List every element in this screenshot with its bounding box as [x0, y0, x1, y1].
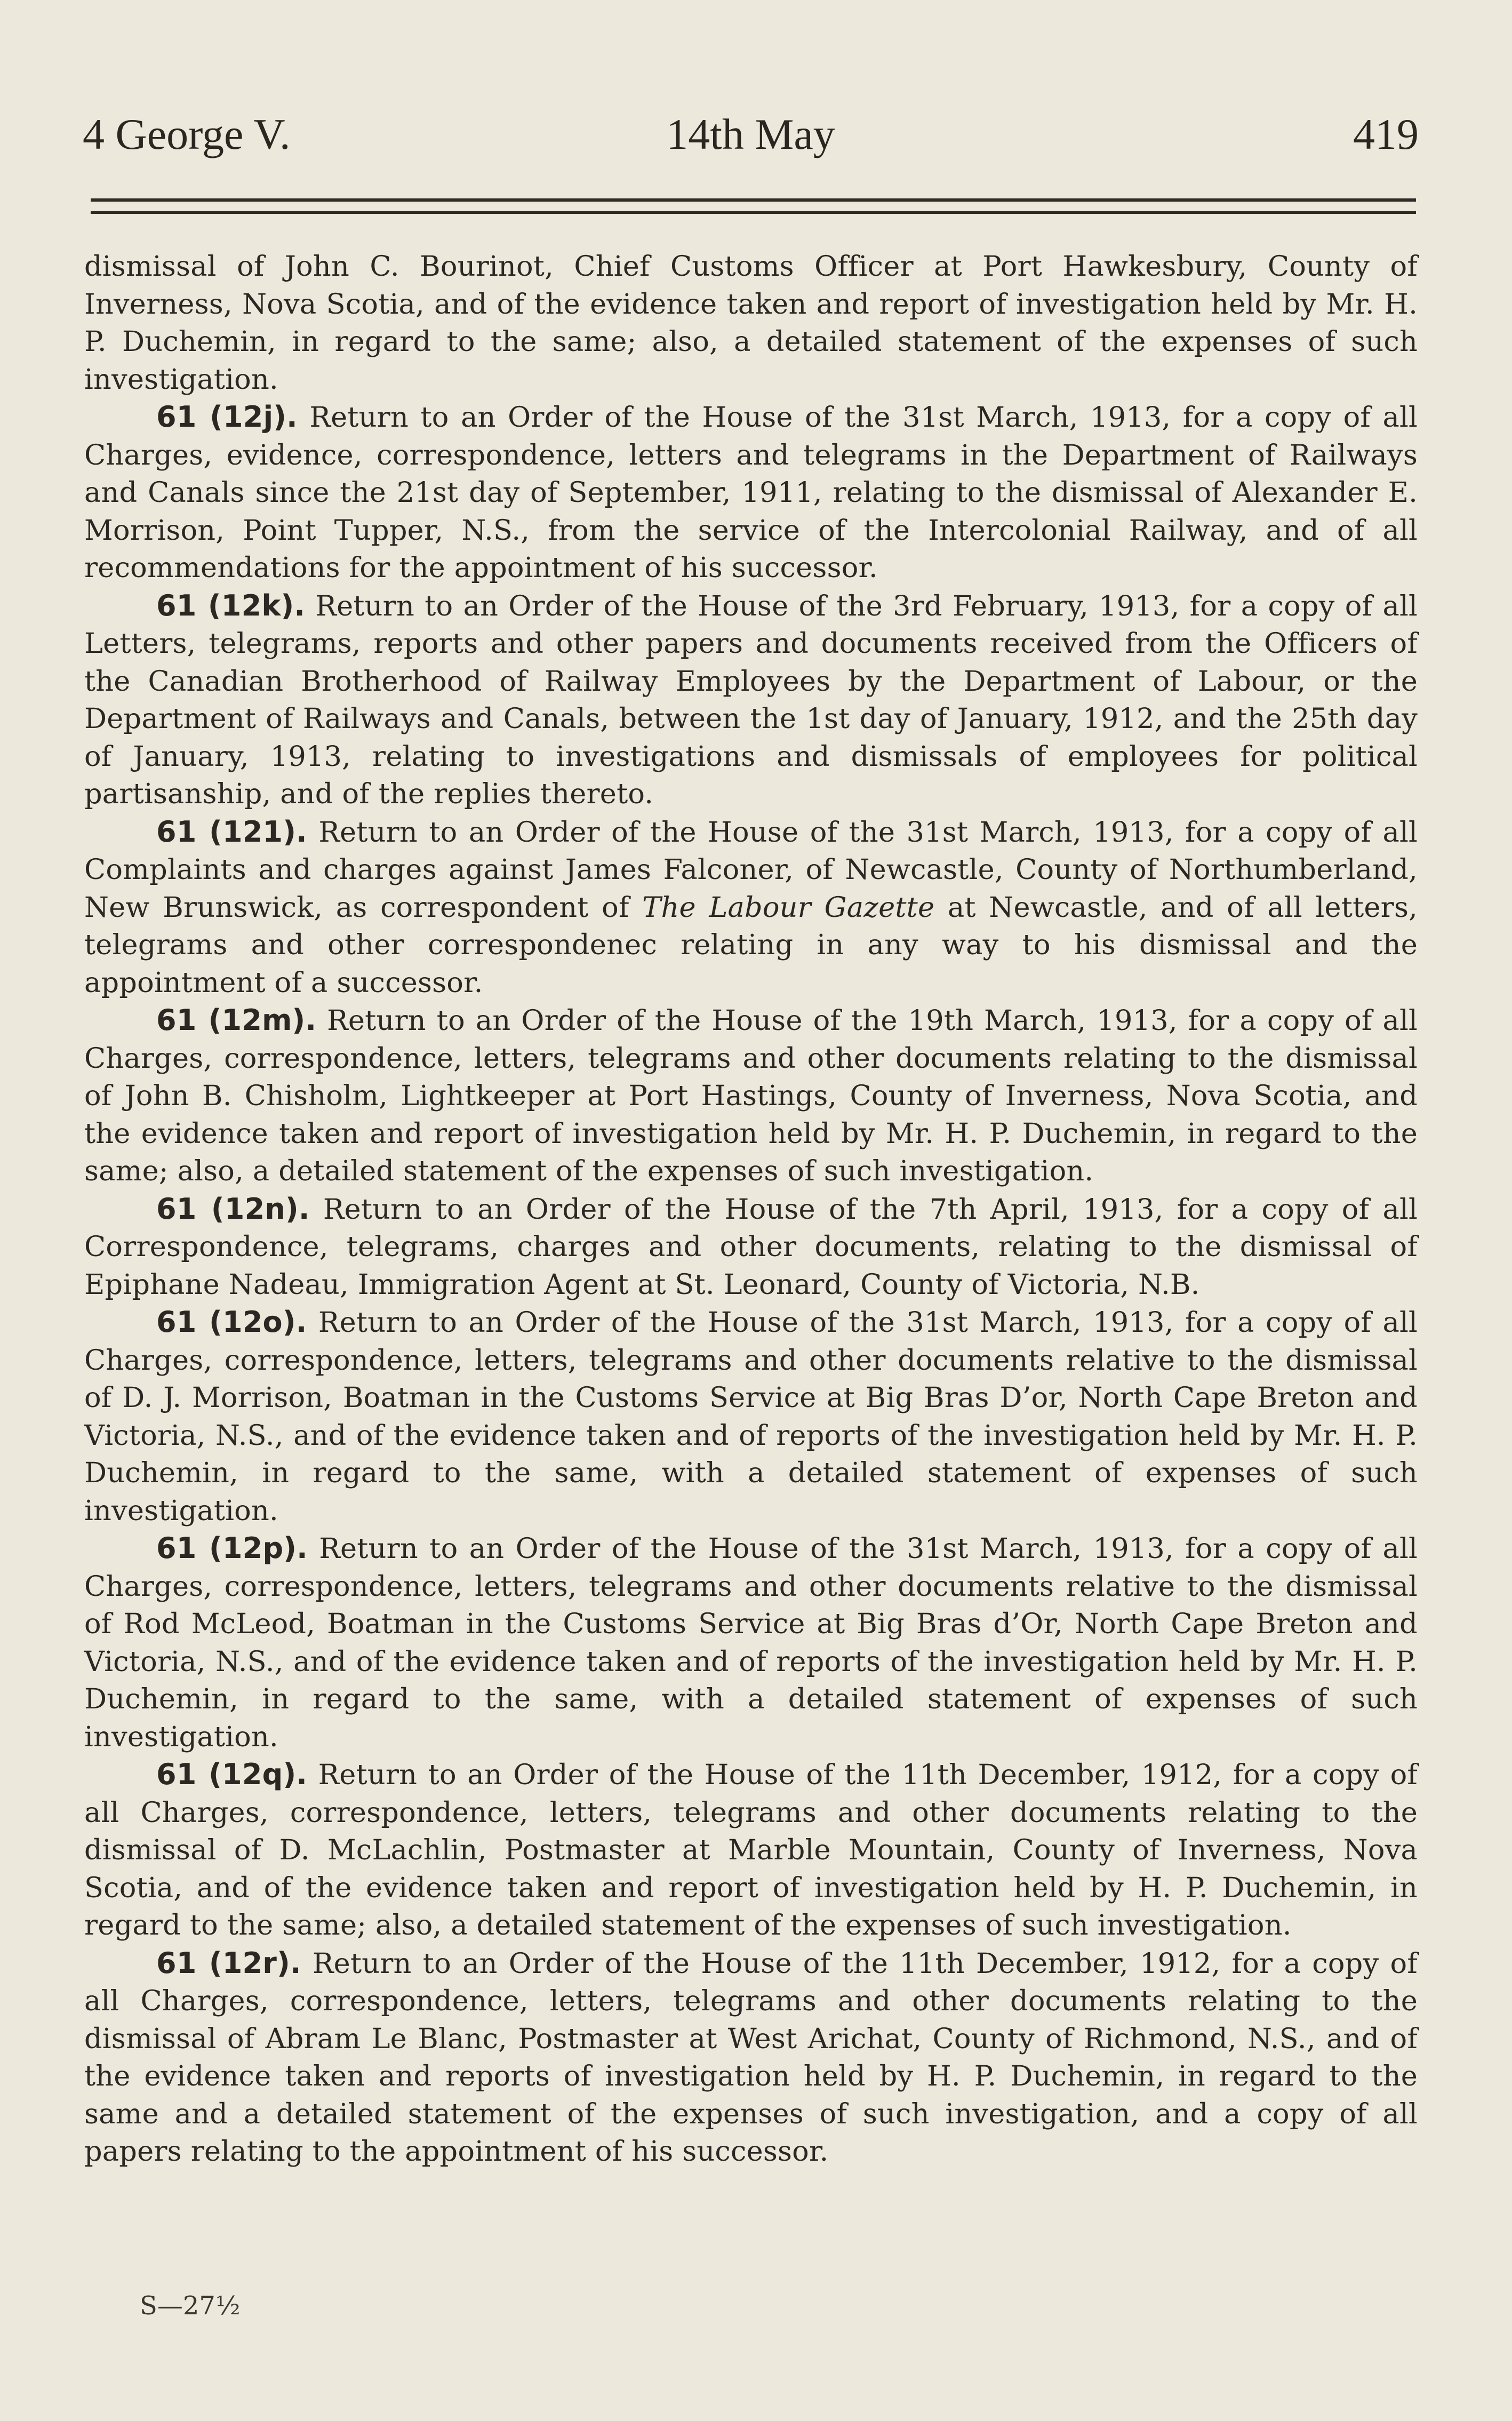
sessional-papers-list	[84, 248, 1418, 2171]
entry-text: Return to an Order of the House of the 31st March, 1913, for a copy of all Charges, evidence, correspondence, letters and telegrams in the Department of Railways and Canals since the 21st day of September, 1911, relating to the dismissal of Alexander E. Morrison, Point Tupper, N.S., from the service of the Intercolonial Railway, and of all recommendations for the appointment of his successor.	[84, 401, 1418, 584]
entry-12p	[84, 1530, 1418, 1756]
entry-12k	[84, 587, 1418, 813]
printer-signature-mark: S—27½	[140, 2291, 241, 2321]
entry-text: Return to an Order of the House of the 7th April, 1913, for a copy of all Correspondence, telegrams, charges and other documents, relating to the dismissal of Epiphane Nadeau, Immigration Agent at St. Leonard, County of Victoria, N.B.	[84, 1193, 1418, 1301]
session-date: 14th May	[666, 110, 835, 158]
entry-text: Return to an Order of the House of the 11th December, 1912, for a copy of all Charges, correspondence, letters, telegrams and other documents relating to the dismissal of D. McLachlin, Postmaster at Marble Mountain, County of Inverness, Nova Scotia, and of the evidence taken and report of investigation held by H. P. Duchemin, in regard to the same; also, a detailed statement of the expenses of such investigation.	[84, 1759, 1418, 1941]
entry-number: 61 (12j).	[156, 400, 298, 434]
continuation-paragraph	[84, 248, 1418, 398]
entry-12m	[84, 1002, 1418, 1190]
entry-number: 61 (12m).	[156, 1003, 317, 1037]
entry-text: Return to an Order of the House of the 3rd February, 1913, for a copy of all Letters, telegrams, reports and other papers and documents received from the Officers of the Canadian Brotherhood of Railway Employees by the Department of Labour, or the Department of Railways and Canals, between the 1st day of January, 1912, and the 25th day of January, 1913, relating to investigations and dismissals of employees for political partisanship, and of the replies thereto.	[84, 589, 1418, 810]
entry-12q	[84, 1756, 1418, 1945]
entry-12l	[84, 813, 1418, 1002]
entry-text: Return to an Order of the House of the 31st March, 1913, for a copy of all Complaints and charges against James Falconer, of Newcastle, County of Northumberland, New Brunswick, as correspondent of	[84, 816, 1418, 924]
entry-text: Return to an Order of the House of the 31st March, 1913, for a copy of all Charges, correspondence, letters, telegrams and other documents relative to the dismissal of Rod McLeod, Boatman in the Customs Service at Big Bras d’Or, North Cape Breton and Victoria, N.S., and of the evidence taken and of reports of the investigation held by Mr. H. P. Duchemin, in regard to the same, with a detailed statement of expenses of such investigation.	[84, 1532, 1418, 1753]
entry-number: 61 (12k).	[156, 588, 306, 622]
header-rule-bottom	[91, 211, 1416, 214]
entry-number: 61 (12o).	[156, 1305, 307, 1339]
entry-number: 61 (121).	[156, 814, 307, 849]
entry-text-continued: at Newcastle, and of all letters, telegrams and other correspondenec relating in any way to his dismissal and the appointment of a successor.	[84, 891, 1418, 999]
entry-12j	[84, 398, 1418, 587]
regnal-year: 4 George V.	[83, 110, 291, 158]
entry-12o	[84, 1304, 1418, 1530]
page-number: 419	[1353, 110, 1419, 158]
entry-text: Return to an Order of the House of the 11th December, 1912, for a copy of all Charges, correspondence, letters, telegrams and other documents relating to the dismissal of Abram Le Blanc, Postmaster at West Arichat, County of Richmond, N.S., and of the evidence taken and reports of investigation held by H. P. Duchemin, in regard to the same and a detailed statement of the expenses of such investigation, and a copy of all papers relating to the appointment of his successor.	[84, 1947, 1418, 2168]
publication-title: The Labour Gazette	[642, 891, 935, 924]
entry-text: Return to an Order of the House of the 19th March, 1913, for a copy of all Charges, correspondence, letters, telegrams and other documents relating to the dismissal of John B. Chisholm, Lightkeeper at Port Hastings, County of Inverness, Nova Scotia, and the evidence taken and report of investigation held by Mr. H. P. Duchemin, in regard to the same; also, a detailed statement of the expenses of such investigation.	[84, 1004, 1418, 1187]
entry-text: Return to an Order of the House of the 31st March, 1913, for a copy of all Charges, correspondence, letters, telegrams and other documents relative to the dismissal of D. J. Morrison, Boatman in the Customs Service at Big Bras D’or, North Cape Breton and Victoria, N.S., and of the evidence taken and of reports of the investigation held by Mr. H. P. Duchemin, in regard to the same, with a detailed statement of expenses of such investigation.	[84, 1306, 1418, 1527]
entry-number: 61 (12q).	[156, 1757, 308, 1791]
header-rule-top	[91, 198, 1416, 202]
entry-number: 61 (12r).	[156, 1946, 301, 1980]
entry-12r	[84, 1945, 1418, 2171]
page-header	[83, 109, 1419, 168]
entry-number: 61 (12p).	[156, 1531, 308, 1565]
entry-number: 61 (12n).	[156, 1192, 310, 1226]
entry-12n	[84, 1190, 1418, 1304]
paragraph-text: dismissal of John C. Bourinot, Chief Customs Officer at Port Hawkesbury, County of Inverness, Nova Scotia, and of the evidence taken and report of investigation held by Mr. H. P. Duchemin, in regard to the same; also, a detailed statement of the expenses of such investigation.	[84, 250, 1418, 396]
